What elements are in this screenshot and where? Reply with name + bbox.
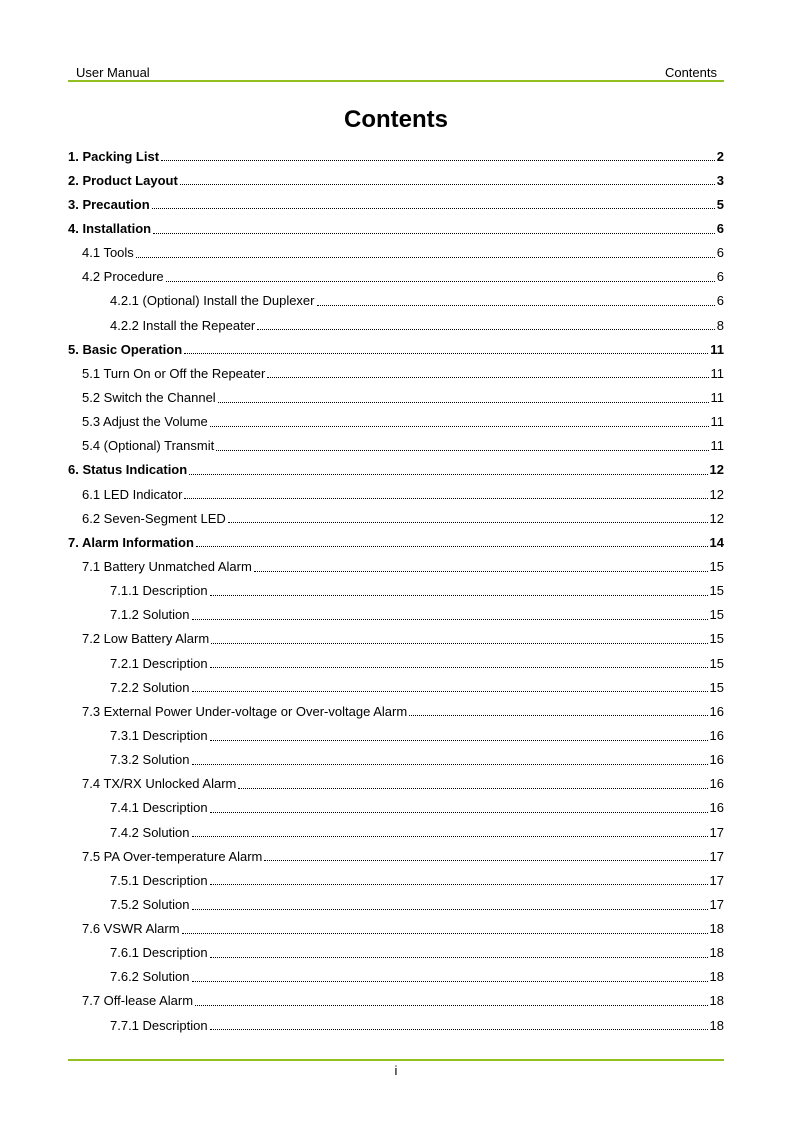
toc-entry[interactable]: [68, 458, 724, 482]
toc-entry[interactable]: [68, 361, 724, 385]
toc-entry-title: 1. Packing List: [68, 148, 160, 164]
toc-dot-leader: [192, 980, 708, 982]
toc-entry[interactable]: [68, 748, 724, 772]
toc-entry[interactable]: [68, 385, 724, 409]
toc-entry-title: 4.2 Procedure: [82, 269, 164, 285]
page-title: Contents: [344, 106, 448, 133]
toc-entry[interactable]: [68, 144, 724, 168]
toc-entry-page-number: 16: [709, 776, 724, 792]
toc-entry-title: 4. Installation: [68, 220, 152, 236]
toc-dot-leader: [238, 787, 707, 789]
toc-entry[interactable]: [68, 410, 724, 434]
toc-entry[interactable]: [68, 216, 724, 240]
toc-dot-leader: [210, 956, 708, 958]
toc-entry[interactable]: [68, 844, 724, 868]
toc-dot-leader: [216, 449, 708, 451]
toc-entry-page-number: 11: [710, 438, 724, 454]
toc-entry[interactable]: [68, 772, 724, 796]
toc-entry[interactable]: [68, 651, 724, 675]
toc-entry[interactable]: [68, 796, 724, 820]
toc-dot-leader: [317, 304, 715, 306]
toc-dot-leader: [267, 376, 708, 378]
toc-dot-leader: [196, 545, 708, 547]
toc-dot-leader: [210, 1028, 708, 1030]
toc-entry-title: 7.5.2 Solution: [110, 896, 190, 912]
toc-dot-leader: [210, 594, 708, 596]
toc-entry-title: 7.1 Battery Unmatched Alarm: [82, 558, 252, 574]
toc-entry-title: 7.4.2 Solution: [110, 824, 190, 840]
toc-entry-title: 7.4 TX/RX Unlocked Alarm: [82, 776, 237, 792]
toc-entry[interactable]: [68, 289, 724, 313]
toc-entry-page-number: 6: [716, 293, 724, 309]
toc-dot-leader: [228, 521, 708, 523]
toc-entry[interactable]: [68, 675, 724, 699]
toc-dot-leader: [152, 207, 715, 209]
toc-entry[interactable]: [68, 965, 724, 989]
toc-entry-title: 7.3 External Power Under-voltage or Over-voltage Alarm: [82, 703, 408, 719]
toc-entry-title: 5.1 Turn On or Off the Repeater: [82, 365, 266, 381]
toc-dot-leader: [153, 232, 715, 234]
toc-entry-title: 7.5 PA Over-temperature Alarm: [82, 848, 263, 864]
toc-entry-page-number: 6: [716, 269, 724, 285]
toc-entry-title: 7.4.1 Description: [110, 800, 208, 816]
toc-entry-title: 7.7 Off-lease Alarm: [82, 993, 194, 1009]
toc-entry[interactable]: [68, 241, 724, 265]
toc-dot-leader: [192, 618, 708, 620]
toc-entry-title: 5.4 (Optional) Transmit: [82, 438, 215, 454]
toc-entry-page-number: 18: [709, 969, 724, 985]
toc-entry-page-number: 17: [709, 896, 724, 912]
toc-entry[interactable]: [68, 265, 724, 289]
toc-entry-title: 6.2 Seven-Segment LED: [82, 510, 226, 526]
toc-dot-leader: [210, 425, 709, 427]
toc-dot-leader: [210, 811, 708, 813]
toc-entry-page-number: 14: [709, 534, 724, 550]
toc-dot-leader: [184, 497, 707, 499]
toc-dot-leader: [210, 739, 708, 741]
toc-entry-title: 6.1 LED Indicator: [82, 486, 183, 502]
toc-entry-title: 6. Status Indication: [68, 462, 188, 478]
toc-entry[interactable]: [68, 1013, 724, 1037]
toc-entry[interactable]: [68, 627, 724, 651]
toc-entry[interactable]: [68, 168, 724, 192]
toc-entry[interactable]: [68, 434, 724, 458]
toc-entry-page-number: 11: [710, 389, 724, 405]
toc-entry-page-number: 11: [710, 414, 724, 430]
toc-entry[interactable]: [68, 917, 724, 941]
toc-entry-page-number: 18: [709, 993, 724, 1009]
toc-dot-leader: [195, 1004, 707, 1006]
toc-entry-page-number: 15: [709, 631, 724, 647]
toc-entry-title: 4.2.1 (Optional) Install the Duplexer: [110, 293, 315, 309]
toc-entry[interactable]: [68, 313, 724, 337]
toc-entry-title: 5. Basic Operation: [68, 341, 183, 357]
toc-entry-page-number: 12: [709, 486, 724, 502]
page-header: [68, 64, 724, 81]
toc-dot-leader: [192, 835, 708, 837]
toc-entry-title: 2. Product Layout: [68, 172, 178, 188]
toc-entry-page-number: 15: [709, 655, 724, 671]
toc-dot-leader: [257, 328, 715, 330]
toc-entry-title: 7.3.1 Description: [110, 727, 208, 743]
toc-dot-leader: [161, 159, 715, 161]
toc-entry-title: 7.2 Low Battery Alarm: [82, 631, 210, 647]
toc-entry-page-number: 16: [709, 727, 724, 743]
toc-entry-page-number: 17: [709, 848, 724, 864]
toc-dot-leader: [180, 183, 715, 185]
toc-entry[interactable]: [68, 506, 724, 530]
toc-entry-page-number: 12: [709, 510, 724, 526]
toc-entry[interactable]: [68, 482, 724, 506]
toc-entry[interactable]: [68, 554, 724, 578]
toc-entry-title: 7.6.2 Solution: [110, 969, 190, 985]
toc-entry-title: 5.3 Adjust the Volume: [82, 414, 208, 430]
toc-entry-page-number: 15: [709, 679, 724, 695]
toc-entry-page-number: 15: [709, 607, 724, 623]
toc-entry-title: 5.2 Switch the Channel: [82, 389, 216, 405]
toc-entry-title: 4.1 Tools: [82, 245, 134, 261]
toc-entry-title: 7.1.1 Description: [110, 583, 208, 599]
toc-entry-title: 7.2.2 Solution: [110, 679, 190, 695]
toc-dot-leader: [254, 570, 708, 572]
toc-dot-leader: [166, 280, 715, 282]
toc-entry-page-number: 16: [709, 800, 724, 816]
toc-entry-page-number: 11: [710, 365, 724, 381]
toc-entry[interactable]: [68, 941, 724, 965]
toc-dot-leader: [211, 642, 707, 644]
toc-dot-leader: [409, 714, 707, 716]
table-of-contents: [68, 144, 724, 1037]
toc-entry-title: 7.1.2 Solution: [110, 607, 190, 623]
toc-entry-page-number: 18: [709, 945, 724, 961]
toc-dot-leader: [192, 908, 708, 910]
toc-entry-page-number: 6: [716, 245, 724, 261]
toc-entry-page-number: 18: [709, 1017, 724, 1033]
header-rule: [68, 80, 724, 82]
toc-entry-page-number: 16: [709, 752, 724, 768]
toc-dot-leader: [210, 666, 708, 668]
toc-entry-page-number: 6: [716, 220, 724, 236]
toc-dot-leader: [218, 401, 709, 403]
toc-entry-page-number: 5: [716, 196, 724, 212]
toc-entry[interactable]: [68, 192, 724, 216]
header-document-title: User Manual: [76, 65, 150, 80]
toc-entry-title: 7.7.1 Description: [110, 1017, 208, 1033]
toc-dot-leader: [210, 883, 708, 885]
toc-entry[interactable]: [68, 579, 724, 603]
toc-entry[interactable]: [68, 699, 724, 723]
toc-entry-page-number: 3: [716, 172, 724, 188]
toc-entry-title: 7.3.2 Solution: [110, 752, 190, 768]
toc-dot-leader: [192, 690, 708, 692]
toc-entry[interactable]: [68, 723, 724, 747]
toc-dot-leader: [184, 352, 708, 354]
toc-dot-leader: [182, 932, 708, 934]
toc-entry-page-number: 15: [709, 558, 724, 574]
toc-dot-leader: [136, 256, 715, 258]
toc-entry[interactable]: [68, 892, 724, 916]
toc-entry-title: 3. Precaution: [68, 196, 150, 212]
toc-entry-page-number: 11: [710, 341, 724, 357]
toc-entry[interactable]: [68, 868, 724, 892]
toc-entry-title: 7.2.1 Description: [110, 655, 208, 671]
toc-entry[interactable]: [68, 603, 724, 627]
toc-entry[interactable]: [68, 530, 724, 554]
toc-entry[interactable]: [68, 337, 724, 361]
toc-entry-page-number: 17: [709, 824, 724, 840]
toc-dot-leader: [192, 763, 708, 765]
toc-entry-page-number: 16: [709, 703, 724, 719]
toc-entry-title: 7. Alarm Information: [68, 534, 194, 550]
footer-page-number: i: [394, 1063, 398, 1078]
toc-dot-leader: [264, 859, 707, 861]
toc-dot-leader: [189, 473, 707, 475]
toc-entry-page-number: 8: [716, 317, 724, 333]
toc-entry-title: 7.6.1 Description: [110, 945, 208, 961]
toc-entry-page-number: 17: [709, 872, 724, 888]
toc-entry-title: 4.2.2 Install the Repeater: [110, 317, 256, 333]
toc-entry-page-number: 18: [709, 921, 724, 937]
toc-entry-title: 7.6 VSWR Alarm: [82, 921, 180, 937]
toc-entry-page-number: 15: [709, 583, 724, 599]
toc-entry-title: 7.5.1 Description: [110, 872, 208, 888]
header-section-title: Contents: [664, 65, 717, 80]
toc-entry-page-number: 2: [716, 148, 724, 164]
toc-entry[interactable]: [68, 989, 724, 1013]
footer-rule: [68, 1059, 724, 1061]
toc-entry[interactable]: [68, 820, 724, 844]
toc-entry-page-number: 12: [709, 462, 724, 478]
